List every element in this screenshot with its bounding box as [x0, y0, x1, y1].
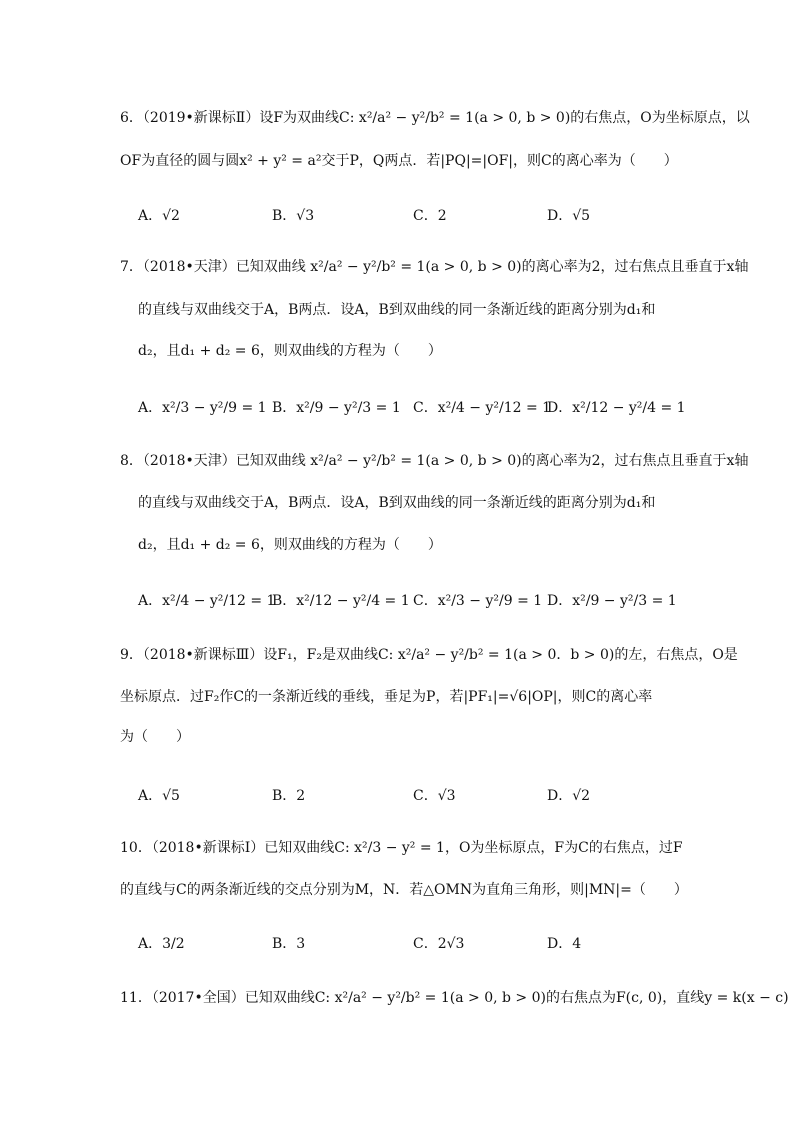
question-9-source: （2018•新课标Ⅲ） — [142, 647, 264, 663]
question-11-line-1 — [120, 988, 789, 1008]
question-8-line-3: d₂，且d₁ + d₂ = 6，则双曲线的方程为（ ） — [138, 537, 442, 553]
question-8-line-1 — [120, 451, 748, 471]
question-9-line-3: 为（ ） — [120, 729, 190, 745]
question-8-option-a[interactable]: A．x²/4 − y²/12 = 1 — [138, 593, 276, 609]
question-6-number: 6． — [120, 110, 143, 126]
question-7-line-3: d₂，且d₁ + d₂ = 6，则双曲线的方程为（ ） — [138, 343, 442, 359]
question-10-line-2: 的直线与C的两条渐近线的交点分别为M，N．若△OMN为直角三角形，则|MN|=（ ） — [120, 882, 688, 898]
question-8-line-2: 的直线与双曲线交于A，B两点．设A，B到双曲线的同一条渐近线的距离分别为d₁和 — [138, 495, 656, 511]
question-11-source: （2017•全国） — [151, 990, 245, 1006]
question-10-option-d[interactable]: D．4 — [547, 936, 582, 952]
question-9-option-d[interactable]: D．√2 — [547, 788, 591, 804]
question-10-options — [138, 923, 698, 963]
question-8-option-b[interactable]: B．x²/12 − y²/4 = 1 — [272, 593, 410, 609]
question-6-line-1 — [120, 108, 750, 128]
question-8-option-d[interactable]: D．x²/9 − y²/3 = 1 — [547, 593, 677, 609]
question-10-option-b[interactable]: B．3 — [272, 936, 306, 952]
question-7-options — [138, 387, 698, 427]
question-6-option-b[interactable]: B．√3 — [272, 208, 315, 224]
question-9-number: 9． — [120, 647, 143, 663]
question-10-line-1 — [120, 838, 683, 858]
question-8-text-1: 已知双曲线 x²/a² − y²/b² = 1(a > 0, b > 0)的离心率为2，过右焦点且垂直于x轴 — [235, 453, 749, 469]
question-9-text-1: 设F₁，F₂是双曲线C: x²/a² − y²/b² = 1(a > 0．b > 0)的左，右焦点，O是 — [263, 647, 738, 663]
question-10-option-c[interactable]: C．2√3 — [413, 936, 465, 952]
question-9-line-2: 坐标原点．过F₂作C的一条渐近线的垂线，垂足为P，若|PF₁|=√6|OP|，则C的离心率 — [120, 689, 653, 705]
question-7-line-1 — [120, 257, 748, 277]
question-9-option-a[interactable]: A．√5 — [138, 788, 180, 804]
question-7-text-1: 已知双曲线 x²/a² − y²/b² = 1(a > 0, b > 0)的离心率为2，过右焦点且垂直于x轴 — [235, 259, 749, 275]
question-7-option-b[interactable]: B．x²/9 − y²/3 = 1 — [272, 400, 401, 416]
question-6-option-d[interactable]: D．√5 — [547, 208, 591, 224]
question-8-options — [138, 580, 698, 620]
question-7-option-c[interactable]: C．x²/4 − y²/12 = 1 — [413, 400, 552, 416]
question-6-line-2: OF为直径的圆与圆x² + y² = a²交于P，Q两点．若|PQ|=|OF|，则C的离心率为（ ） — [120, 153, 678, 169]
question-7-line-2: 的直线与双曲线交于A，B两点．设A，B到双曲线的同一条渐近线的距离分别为d₁和 — [138, 302, 656, 318]
question-10-source: （2018•新课标Ⅰ） — [151, 840, 265, 856]
question-7-option-a[interactable]: A．x²/3 − y²/9 = 1 — [138, 400, 267, 416]
question-8-option-c[interactable]: C．x²/3 − y²/9 = 1 — [413, 593, 543, 609]
question-11-number: 11． — [120, 990, 152, 1006]
question-7-source: （2018•天津） — [142, 259, 236, 275]
question-6-option-a[interactable]: A．√2 — [138, 208, 180, 224]
question-6-source: （2019•新课标Ⅱ） — [142, 110, 260, 126]
question-9-line-1 — [120, 645, 738, 665]
question-6-option-c[interactable]: C．2 — [413, 208, 447, 224]
question-6-text-1: 设F为双曲线C: x²/a² − y²/b² = 1(a > 0, b > 0)的右焦点，O为坐标原点，以 — [259, 110, 750, 126]
question-10-text-1: 已知双曲线C: x²/3 − y² = 1，O为坐标原点，F为C的右焦点，过F — [264, 840, 683, 856]
question-7-number: 7． — [120, 259, 143, 275]
question-9-option-c[interactable]: C．√3 — [413, 788, 456, 804]
question-8-number: 8． — [120, 453, 143, 469]
question-10-option-a[interactable]: A．3/2 — [138, 936, 185, 952]
question-10-number: 10． — [120, 840, 152, 856]
question-9-option-b[interactable]: B．2 — [272, 788, 306, 804]
question-9-options — [138, 775, 698, 815]
question-6-options — [138, 195, 698, 235]
question-8-source: （2018•天津） — [142, 453, 236, 469]
question-11-text-1: 已知双曲线C: x²/a² − y²/b² = 1(a > 0, b > 0)的右焦点为F(c, 0)，直线y = k(x − c) — [244, 990, 789, 1006]
question-7-option-d[interactable]: D．x²/12 − y²/4 = 1 — [547, 400, 686, 416]
